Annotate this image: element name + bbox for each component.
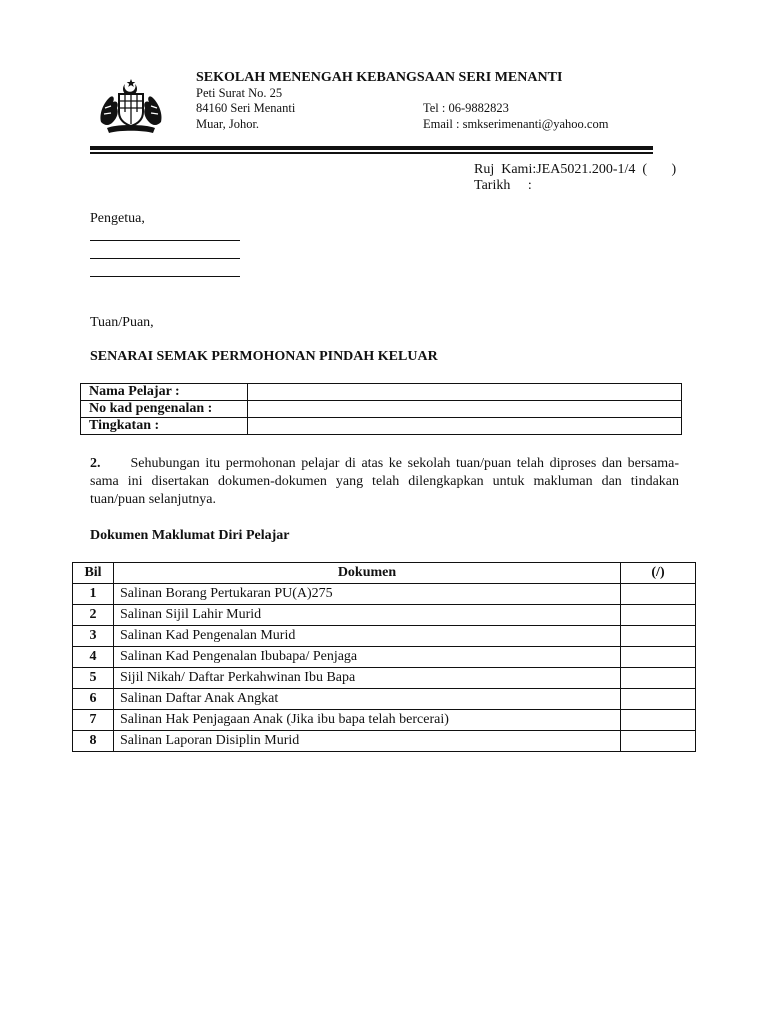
- date-field: Tarikh :: [474, 178, 532, 193]
- ic-number-label: No kad pengenalan :: [81, 401, 248, 418]
- address-line-1: Peti Surat No. 25: [196, 86, 283, 100]
- letter-subject: SENARAI SEMAK PERMOHONAN PINDAH KELUAR: [90, 349, 438, 364]
- address-blank-line: [90, 258, 240, 259]
- table-row: [73, 647, 696, 668]
- checkbox-cell[interactable]: [621, 710, 696, 731]
- document-name: Salinan Daftar Anak Angkat: [114, 689, 621, 710]
- document-name: Salinan Kad Pengenalan Murid: [114, 626, 621, 647]
- row-number: 8: [73, 731, 114, 752]
- table-row: [81, 401, 682, 418]
- table-row: [73, 668, 696, 689]
- row-number: 5: [73, 668, 114, 689]
- documents-checklist-table: [72, 562, 696, 752]
- checkbox-cell[interactable]: [621, 731, 696, 752]
- row-number: 7: [73, 710, 114, 731]
- row-number: 1: [73, 584, 114, 605]
- ic-number-value: [248, 401, 682, 418]
- checkbox-cell[interactable]: [621, 668, 696, 689]
- column-header-dokumen: Dokumen: [114, 563, 621, 584]
- school-name: SEKOLAH MENENGAH KEBANGSAAN SERI MENANTI: [196, 70, 563, 85]
- table-row: [73, 626, 696, 647]
- row-number: 3: [73, 626, 114, 647]
- address-line-3: Muar, Johor.: [196, 117, 260, 131]
- document-name: Salinan Sijil Lahir Murid: [114, 605, 621, 626]
- documents-heading: Dokumen Maklumat Diri Pelajar: [90, 528, 290, 543]
- table-row: [73, 605, 696, 626]
- address-blank-line: [90, 240, 240, 241]
- table-row: [81, 418, 682, 435]
- form-level-value: [248, 418, 682, 435]
- table-row: [73, 731, 696, 752]
- greeting: Tuan/Puan,: [90, 315, 154, 330]
- column-header-check: (/): [621, 563, 696, 584]
- reference-number: Ruj Kami:JEA5021.200-1/4 ( ): [474, 162, 677, 177]
- document-name: Salinan Hak Penjagaan Anak (Jika ibu bapa telah bercerai): [114, 710, 621, 731]
- table-row: [73, 710, 696, 731]
- document-name: Salinan Kad Pengenalan Ibubapa/ Penjaga: [114, 647, 621, 668]
- address-blank-line: [90, 276, 240, 277]
- letterhead-divider-thin: [90, 152, 653, 154]
- checkbox-cell[interactable]: [621, 584, 696, 605]
- document-name: Salinan Laporan Disiplin Murid: [114, 731, 621, 752]
- body-paragraph: [90, 455, 679, 509]
- checkbox-cell[interactable]: [621, 605, 696, 626]
- checkbox-cell[interactable]: [621, 626, 696, 647]
- recipient-title: Pengetua,: [90, 211, 145, 226]
- email: Email : smkserimenanti@yahoo.com: [423, 117, 609, 131]
- student-info-table: [80, 383, 682, 435]
- table-header-row: [73, 563, 696, 584]
- address-line-2: 84160 Seri Menanti: [196, 101, 296, 115]
- table-row: [81, 384, 682, 401]
- row-number: 2: [73, 605, 114, 626]
- student-name-value: [248, 384, 682, 401]
- coat-of-arms-icon: [95, 78, 167, 136]
- table-row: [73, 584, 696, 605]
- student-name-label: Nama Pelajar :: [81, 384, 248, 401]
- letterhead-divider-thick: [90, 146, 653, 150]
- paragraph-text: Sehubungan itu permohonan pelajar di atas ke sekolah tuan/puan telah diproses dan bersama-sama ini disertakan dokumen-dokumen yang telah dilengkapkan untuk makluman dan tindakan tuan/puan selanjutnya.: [90, 456, 679, 507]
- document-name: Salinan Borang Pertukaran PU(A)275: [114, 584, 621, 605]
- column-header-bil: Bil: [73, 563, 114, 584]
- table-row: [73, 689, 696, 710]
- checkbox-cell[interactable]: [621, 689, 696, 710]
- row-number: 6: [73, 689, 114, 710]
- form-level-label: Tingkatan :: [81, 418, 248, 435]
- telephone: Tel : 06-9882823: [423, 101, 509, 115]
- document-name: Sijil Nikah/ Daftar Perkahwinan Ibu Bapa: [114, 668, 621, 689]
- checkbox-cell[interactable]: [621, 647, 696, 668]
- paragraph-number: 2.: [90, 456, 101, 471]
- row-number: 4: [73, 647, 114, 668]
